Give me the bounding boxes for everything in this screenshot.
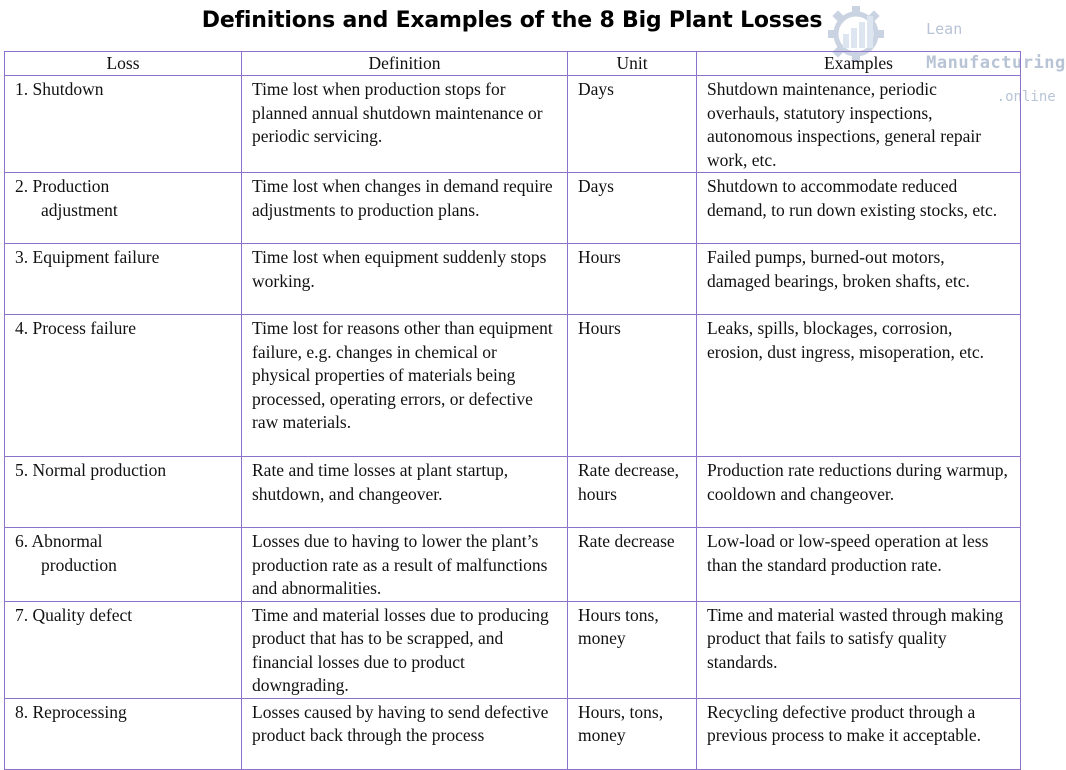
examples-cell: Shutdown maintenance, periodic overhauls, statutory inspections, autonomous inspections, general repair work, etc. [697, 76, 1021, 173]
unit-cell: Hours tons, money [568, 601, 697, 698]
examples-cell: Failed pumps, burned-out motors, damaged bearings, broken shafts, etc. [697, 244, 1021, 315]
loss-cell [5, 173, 242, 244]
definition-cell: Time lost when changes in demand require adjustments to production plans. [242, 173, 568, 244]
losses-table [4, 51, 1021, 770]
unit-cell: Rate decrease [568, 528, 697, 602]
definition-cell: Time lost when equipment suddenly stops working. [242, 244, 568, 315]
table-header-row [5, 52, 1021, 76]
loss-cell: 1. Shutdown [5, 76, 242, 173]
table-row [5, 457, 1021, 528]
logo-line-2: Manufacturing [926, 53, 1066, 73]
loss-label-line-1: 6. Abnormal [15, 531, 103, 551]
examples-cell: Shutdown to accommodate reduced demand, to run down existing stocks, etc. [697, 173, 1021, 244]
page-title: Definitions and Examples of the 8 Big Plant Losses [201, 8, 823, 33]
table-row [5, 76, 1021, 173]
unit-cell: Days [568, 76, 697, 173]
header-unit: Unit [568, 52, 697, 76]
loss-label-line-2: production [41, 554, 117, 575]
examples-cell: Low-load or low-speed operation at less than the standard production rate. [697, 528, 1021, 602]
examples-cell: Time and material wasted through making product that fails to satisfy quality standards. [697, 601, 1021, 698]
definition-cell: Time lost for reasons other than equipment failure, e.g. changes in chemical or physical properties of materials being processed, operating errors, or defective raw materials. [242, 315, 568, 457]
definition-cell: Losses caused by having to send defective product back through the process [242, 698, 568, 769]
definition-cell: Losses due to having to lower the plant’s production rate as a result of malfunctions and abnormalities. [242, 528, 568, 602]
header-loss: Loss [5, 52, 242, 76]
definition-cell: Time lost when production stops for planned annual shutdown maintenance or periodic servicing. [242, 76, 568, 173]
table-row [5, 528, 1021, 602]
examples-cell: Production rate reductions during warmup, cooldown and changeover. [697, 457, 1021, 528]
loss-label-line-2: adjustment [41, 199, 118, 220]
loss-cell: 3. Equipment failure [5, 244, 242, 315]
table-row [5, 698, 1021, 769]
definition-cell: Time and material losses due to producing product that has to be scrapped, and financial losses due to product downgrading. [242, 601, 568, 698]
unit-cell: Hours, tons, money [568, 698, 697, 769]
loss-label-line-1: 2. Production [15, 176, 110, 196]
unit-cell: Hours [568, 244, 697, 315]
examples-cell: Recycling defective product through a previous process to make it acceptable. [697, 698, 1021, 769]
loss-cell: 5. Normal production [5, 457, 242, 528]
table-row [5, 173, 1021, 244]
table-row [5, 601, 1021, 698]
unit-cell: Hours [568, 315, 697, 457]
table-row [5, 244, 1021, 315]
unit-cell: Days [568, 173, 697, 244]
loss-cell: 8. Reprocessing [5, 698, 242, 769]
header-examples: Examples [697, 52, 1021, 76]
definition-cell: Rate and time losses at plant startup, shutdown, and changeover. [242, 457, 568, 528]
loss-cell [5, 528, 242, 602]
loss-cell: 7. Quality defect [5, 601, 242, 698]
header-definition: Definition [242, 52, 568, 76]
loss-cell: 4. Process failure [5, 315, 242, 457]
unit-cell: Rate decrease, hours [568, 457, 697, 528]
examples-cell: Leaks, spills, blockages, corrosion, erosion, dust ingress, misoperation, etc. [697, 315, 1021, 457]
logo-line-3: .online [996, 89, 1056, 105]
logo-line-1: Lean [926, 20, 963, 38]
table-row [5, 315, 1021, 457]
